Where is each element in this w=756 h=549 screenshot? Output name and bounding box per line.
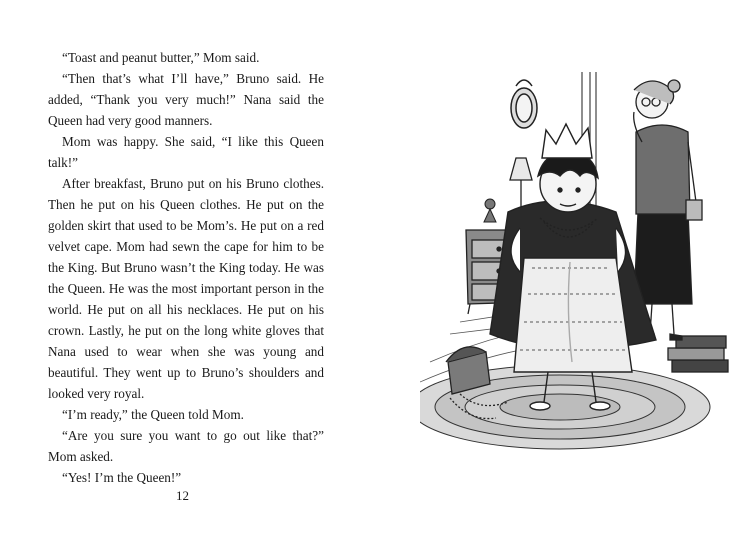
figurine [484, 199, 496, 222]
paragraph: Mom was happy. She said, “I like this Queen talk!” [48, 134, 324, 170]
paragraph: “Yes! I’m the Queen!” [62, 470, 182, 485]
book-stack [668, 336, 728, 372]
page-number: 12 [176, 488, 189, 503]
paragraph: “I’m ready,” the Queen told Mom. [62, 407, 244, 422]
wall-mirror [511, 80, 537, 128]
paragraph: “Are you sure you want to go out like that?” Mom asked. [48, 428, 324, 464]
paragraph: “Toast and peanut butter,” Mom said. [62, 50, 260, 65]
paragraph: “Then that’s what I’ll have,” Bruno said. He added, “Thank you very much!” Nana said the Queen had very good manners. [48, 71, 324, 128]
illustration-bruno-queen [420, 72, 740, 462]
story-text [48, 47, 324, 488]
paragraph: After breakfast, Bruno put on his Bruno clothes. Then he put on his Queen clothes. He put on the golden skirt that used to be Mom’s. He put on a red velvet cape. Mom had sewn the cape for him to be the King. But Bruno wasn’t the King today. He was the Queen. He was the most important person in the world. He put on all his necklaces. He put on his crown. Lastly, he put on the long white gloves that Nana used to wear when she was young and beautiful. They went up to Bruno’s shoulders and looked very royal. [48, 176, 324, 401]
